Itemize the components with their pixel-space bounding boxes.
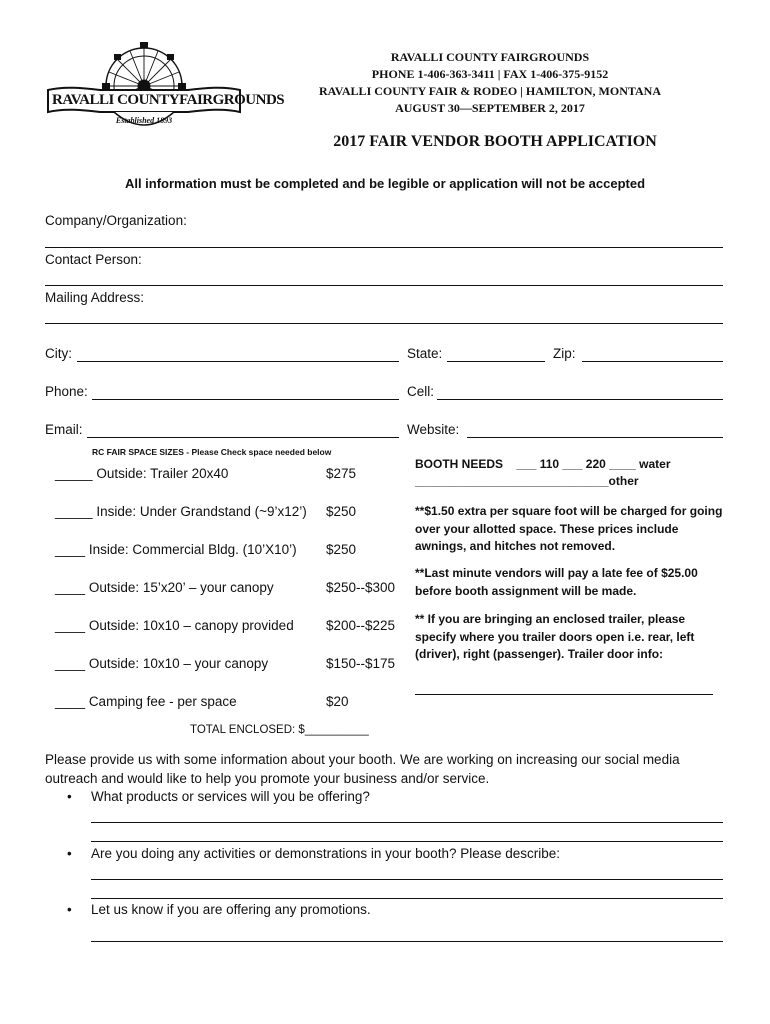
mailing-field[interactable] (45, 323, 723, 324)
logo-text-fairgrounds: FAIRGROUNDS (179, 92, 285, 108)
fairgrounds-logo (44, 40, 285, 140)
company-field[interactable] (45, 247, 723, 248)
website-label: Website: (407, 422, 460, 437)
space-option-price: $200--$225 (326, 618, 396, 633)
state-label: State: (407, 346, 443, 361)
zip-label: Zip: (553, 346, 576, 361)
space-option-row[interactable]: _____ Inside: Under Grandstand (~9’x12’) (55, 504, 307, 519)
cell-label: Cell: (407, 384, 435, 399)
answer-activities-line-2[interactable] (91, 898, 723, 899)
booth-needs-other[interactable]: _____________________________other (415, 474, 639, 488)
phone-label: Phone: (45, 384, 88, 399)
header-event: RAVALLI COUNTY FAIR & RODEO | HAMILTON, MONTANA (318, 84, 661, 98)
trailer-note: ** If you are bringing an enclosed trailer, please specify where you trailer doors open i.e. rear, left (driver), right (passenger). Trailer door info: (415, 612, 695, 661)
extra-fee-note: **$1.50 extra per square foot will be charged for going over your allotted space. These prices include awnings, and hitches not removed. (415, 504, 723, 553)
space-sizes-heading: RC FAIR SPACE SIZES - Please Check space needed below (92, 447, 332, 457)
logo-text-county: COUNTY (117, 92, 180, 108)
page-title: 2017 FAIR VENDOR BOOTH APPLICATION (333, 133, 657, 150)
email-field[interactable] (87, 437, 399, 438)
trailer-door-field[interactable] (415, 694, 713, 695)
answer-promotions-line[interactable] (91, 941, 723, 942)
space-option-row[interactable]: ____ Outside: 10x10 – your canopy (55, 656, 269, 671)
city-label: City: (45, 346, 72, 361)
email-label: Email: (45, 422, 83, 437)
answer-products-line-1[interactable] (91, 822, 723, 823)
late-fee-note: **Last minute vendors will pay a late fee of $25.00 before booth assignment will be made. (415, 566, 698, 598)
website-field[interactable] (467, 437, 723, 438)
question-products: • What products or services will you be offering? (91, 789, 370, 804)
header-dates: AUGUST 30—SEPTEMBER 2, 2017 (395, 101, 585, 115)
cell-field[interactable] (437, 399, 723, 400)
phone-field[interactable] (92, 399, 399, 400)
space-option-row[interactable]: ____ Camping fee - per space (55, 694, 237, 709)
space-option-price: $20 (326, 694, 349, 709)
space-option-row[interactable]: ____ Inside: Commercial Bldg. (10’X10’) (55, 542, 297, 557)
contact-field[interactable] (45, 285, 723, 286)
space-option-price: $250 (326, 542, 357, 557)
header-org: RAVALLI COUNTY FAIRGROUNDS (390, 50, 590, 64)
space-option-price: $150--$175 (326, 656, 396, 671)
booth-info-intro: Please provide us with some information about your booth. We are working on increasing our social media outreach and would like to help you promote your business and/or service. (45, 752, 680, 786)
zip-field[interactable] (582, 361, 723, 362)
question-promotions: • Let us know if you are offering any promotions. (91, 902, 371, 917)
logo-established: Established 1893 (115, 116, 173, 125)
mailing-label: Mailing Address: (45, 290, 145, 305)
question-activities: • Are you doing any activities or demonstrations in your booth? Please describe: (91, 846, 560, 861)
header-phone-fax: PHONE 1-406-363-3411 | FAX 1-406-375-9152 (371, 67, 609, 81)
answer-products-line-2[interactable] (91, 841, 723, 842)
city-field[interactable] (77, 361, 399, 362)
space-option-row[interactable]: _____ Outside: Trailer 20x40 (55, 466, 229, 481)
answer-activities-line-1[interactable] (91, 879, 723, 880)
booth-needs-options[interactable]: ___ 110 ___ 220 ____ water (516, 457, 671, 471)
logo-text-ravalli: RAVALLI (52, 92, 114, 108)
company-label: Company/Organization: (45, 213, 187, 228)
contact-label: Contact Person: (45, 252, 142, 267)
state-field[interactable] (447, 361, 545, 362)
booth-needs-label: BOOTH NEEDS (415, 457, 504, 471)
total-enclosed-field[interactable]: TOTAL ENCLOSED: $__________ (190, 724, 369, 736)
space-option-row[interactable]: ____ Outside: 10x10 – canopy provided (55, 618, 294, 633)
space-option-row[interactable]: ____ Outside: 15’x20’ – your canopy (55, 580, 274, 595)
space-option-price: $250--$300 (326, 580, 396, 595)
space-option-price: $250 (326, 504, 357, 519)
notice-text: All information must be completed and be legible or application will not be accepted (124, 176, 646, 191)
space-option-price: $275 (326, 466, 357, 481)
ferris-wheel-icon (44, 40, 244, 140)
